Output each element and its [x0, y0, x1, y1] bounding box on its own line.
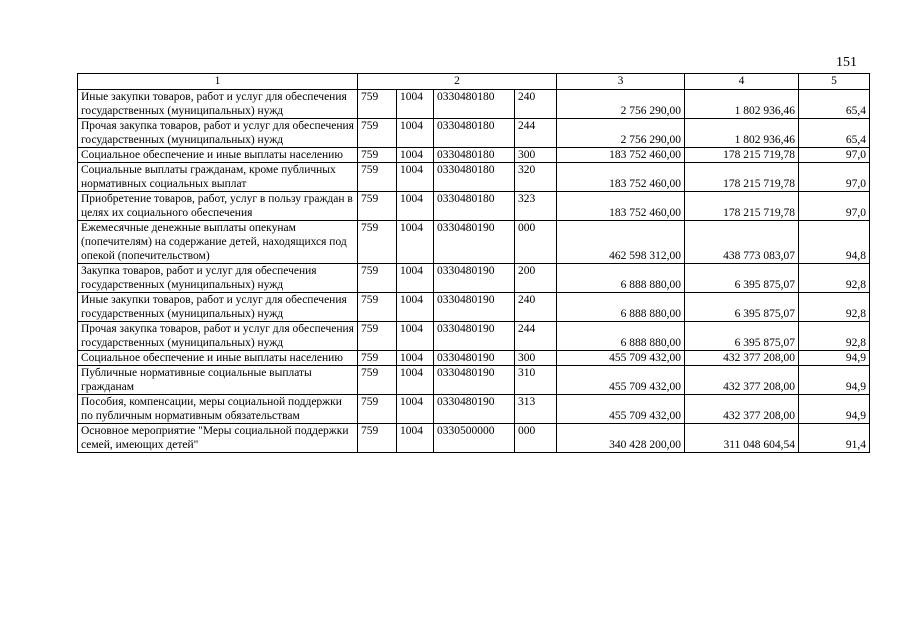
header-col-2: 2 [358, 74, 557, 90]
row-actual-amount: 1 802 936,46 [685, 90, 799, 119]
row-target-code: 0330500000 [434, 424, 515, 453]
row-plan-amount: 462 598 312,00 [557, 221, 685, 264]
row-ministry-code: 759 [358, 322, 397, 351]
row-actual-amount: 6 395 875,07 [685, 264, 799, 293]
row-plan-amount: 2 756 290,00 [557, 90, 685, 119]
row-name-cell: Ежемесячные денежные выплаты опекунам (попечителям) на содержание детей, находящихся под опекой (попечительством) [78, 221, 358, 264]
row-section-code: 1004 [397, 90, 434, 119]
budget-table [77, 73, 870, 453]
row-expense-type-code: 310 [515, 366, 557, 395]
page-number: 151 [836, 55, 857, 70]
row-target-code: 0330480190 [434, 366, 515, 395]
row-name-cell: Иные закупки товаров, работ и услуг для обеспечения государственных (муниципальных) нужд [78, 90, 358, 119]
row-section-code: 1004 [397, 148, 434, 163]
row-actual-amount: 432 377 208,00 [685, 351, 799, 366]
row-name-cell: Иные закупки товаров, работ и услуг для обеспечения государственных (муниципальных) нужд [78, 293, 358, 322]
row-name-cell: Пособия, компенсации, меры социальной поддержки по публичным нормативным обязательствам [78, 395, 358, 424]
row-actual-amount: 1 802 936,46 [685, 119, 799, 148]
row-actual-amount: 178 215 719,78 [685, 192, 799, 221]
row-name-cell: Социальное обеспечение и иные выплаты населению [78, 351, 358, 366]
row-execution-percent: 92,8 [799, 264, 870, 293]
row-expense-type-code: 200 [515, 264, 557, 293]
header-col-5: 5 [799, 74, 870, 90]
row-execution-percent: 97,0 [799, 148, 870, 163]
table-row [78, 395, 870, 424]
row-ministry-code: 759 [358, 163, 397, 192]
row-name-cell: Приобретение товаров, работ, услуг в пользу граждан в целях их социального обеспечения [78, 192, 358, 221]
row-target-code: 0330480180 [434, 192, 515, 221]
row-plan-amount: 6 888 880,00 [557, 293, 685, 322]
table-row [78, 221, 870, 264]
row-actual-amount: 311 048 604,54 [685, 424, 799, 453]
row-name-cell: Публичные нормативные социальные выплаты гражданам [78, 366, 358, 395]
row-section-code: 1004 [397, 395, 434, 424]
row-ministry-code: 759 [358, 293, 397, 322]
row-name-cell: Основное мероприятие "Меры социальной поддержки семей, имеющих детей" [78, 424, 358, 453]
table-row [78, 293, 870, 322]
row-plan-amount: 455 709 432,00 [557, 366, 685, 395]
row-actual-amount: 178 215 719,78 [685, 163, 799, 192]
row-section-code: 1004 [397, 221, 434, 264]
row-section-code: 1004 [397, 293, 434, 322]
row-plan-amount: 183 752 460,00 [557, 163, 685, 192]
row-actual-amount: 6 395 875,07 [685, 293, 799, 322]
row-section-code: 1004 [397, 322, 434, 351]
row-execution-percent: 97,0 [799, 192, 870, 221]
row-target-code: 0330480190 [434, 351, 515, 366]
row-expense-type-code: 244 [515, 322, 557, 351]
row-name-cell: Закупка товаров, работ и услуг для обеспечения государственных (муниципальных) нужд [78, 264, 358, 293]
row-execution-percent: 91,4 [799, 424, 870, 453]
table-row [78, 424, 870, 453]
row-expense-type-code: 000 [515, 424, 557, 453]
table-row [78, 163, 870, 192]
row-target-code: 0330480190 [434, 264, 515, 293]
row-execution-percent: 92,8 [799, 322, 870, 351]
row-ministry-code: 759 [358, 351, 397, 366]
row-name-cell: Социальные выплаты гражданам, кроме публичных нормативных социальных выплат [78, 163, 358, 192]
table-row [78, 322, 870, 351]
row-name-cell: Прочая закупка товаров, работ и услуг для обеспечения государственных (муниципальных) нужд [78, 322, 358, 351]
table-row [78, 264, 870, 293]
row-ministry-code: 759 [358, 119, 397, 148]
row-ministry-code: 759 [358, 424, 397, 453]
table-row [78, 148, 870, 163]
row-actual-amount: 178 215 719,78 [685, 148, 799, 163]
row-ministry-code: 759 [358, 192, 397, 221]
row-ministry-code: 759 [358, 395, 397, 424]
row-expense-type-code: 240 [515, 90, 557, 119]
row-target-code: 0330480190 [434, 395, 515, 424]
header-col-1: 1 [78, 74, 358, 90]
row-plan-amount: 183 752 460,00 [557, 148, 685, 163]
row-name-cell: Прочая закупка товаров, работ и услуг для обеспечения государственных (муниципальных) нужд [78, 119, 358, 148]
table-row [78, 192, 870, 221]
row-execution-percent: 94,9 [799, 351, 870, 366]
table-row [78, 351, 870, 366]
row-execution-percent: 92,8 [799, 293, 870, 322]
row-actual-amount: 438 773 083,07 [685, 221, 799, 264]
row-expense-type-code: 240 [515, 293, 557, 322]
row-expense-type-code: 323 [515, 192, 557, 221]
row-target-code: 0330480180 [434, 90, 515, 119]
row-section-code: 1004 [397, 119, 434, 148]
row-expense-type-code: 320 [515, 163, 557, 192]
header-col-3: 3 [557, 74, 685, 90]
row-section-code: 1004 [397, 264, 434, 293]
row-ministry-code: 759 [358, 366, 397, 395]
row-expense-type-code: 300 [515, 148, 557, 163]
row-ministry-code: 759 [358, 148, 397, 163]
row-actual-amount: 6 395 875,07 [685, 322, 799, 351]
row-section-code: 1004 [397, 351, 434, 366]
table-row [78, 90, 870, 119]
row-ministry-code: 759 [358, 264, 397, 293]
header-col-4: 4 [685, 74, 799, 90]
row-actual-amount: 432 377 208,00 [685, 395, 799, 424]
row-plan-amount: 455 709 432,00 [557, 395, 685, 424]
row-expense-type-code: 000 [515, 221, 557, 264]
row-execution-percent: 65,4 [799, 90, 870, 119]
row-plan-amount: 6 888 880,00 [557, 264, 685, 293]
table-row [78, 119, 870, 148]
row-ministry-code: 759 [358, 221, 397, 264]
row-expense-type-code: 300 [515, 351, 557, 366]
row-section-code: 1004 [397, 192, 434, 221]
row-plan-amount: 183 752 460,00 [557, 192, 685, 221]
row-target-code: 0330480180 [434, 119, 515, 148]
row-name-cell: Социальное обеспечение и иные выплаты населению [78, 148, 358, 163]
row-actual-amount: 432 377 208,00 [685, 366, 799, 395]
row-section-code: 1004 [397, 424, 434, 453]
row-plan-amount: 2 756 290,00 [557, 119, 685, 148]
row-execution-percent: 94,9 [799, 366, 870, 395]
row-section-code: 1004 [397, 163, 434, 192]
row-execution-percent: 94,9 [799, 395, 870, 424]
row-plan-amount: 6 888 880,00 [557, 322, 685, 351]
table-header-row [78, 74, 870, 90]
row-plan-amount: 340 428 200,00 [557, 424, 685, 453]
row-target-code: 0330480190 [434, 293, 515, 322]
row-execution-percent: 97,0 [799, 163, 870, 192]
row-section-code: 1004 [397, 366, 434, 395]
row-target-code: 0330480180 [434, 163, 515, 192]
table-row [78, 366, 870, 395]
row-expense-type-code: 313 [515, 395, 557, 424]
row-ministry-code: 759 [358, 90, 397, 119]
row-plan-amount: 455 709 432,00 [557, 351, 685, 366]
row-target-code: 0330480190 [434, 322, 515, 351]
row-execution-percent: 94,8 [799, 221, 870, 264]
row-target-code: 0330480190 [434, 221, 515, 264]
table-body [78, 90, 870, 453]
row-execution-percent: 65,4 [799, 119, 870, 148]
row-target-code: 0330480180 [434, 148, 515, 163]
row-expense-type-code: 244 [515, 119, 557, 148]
